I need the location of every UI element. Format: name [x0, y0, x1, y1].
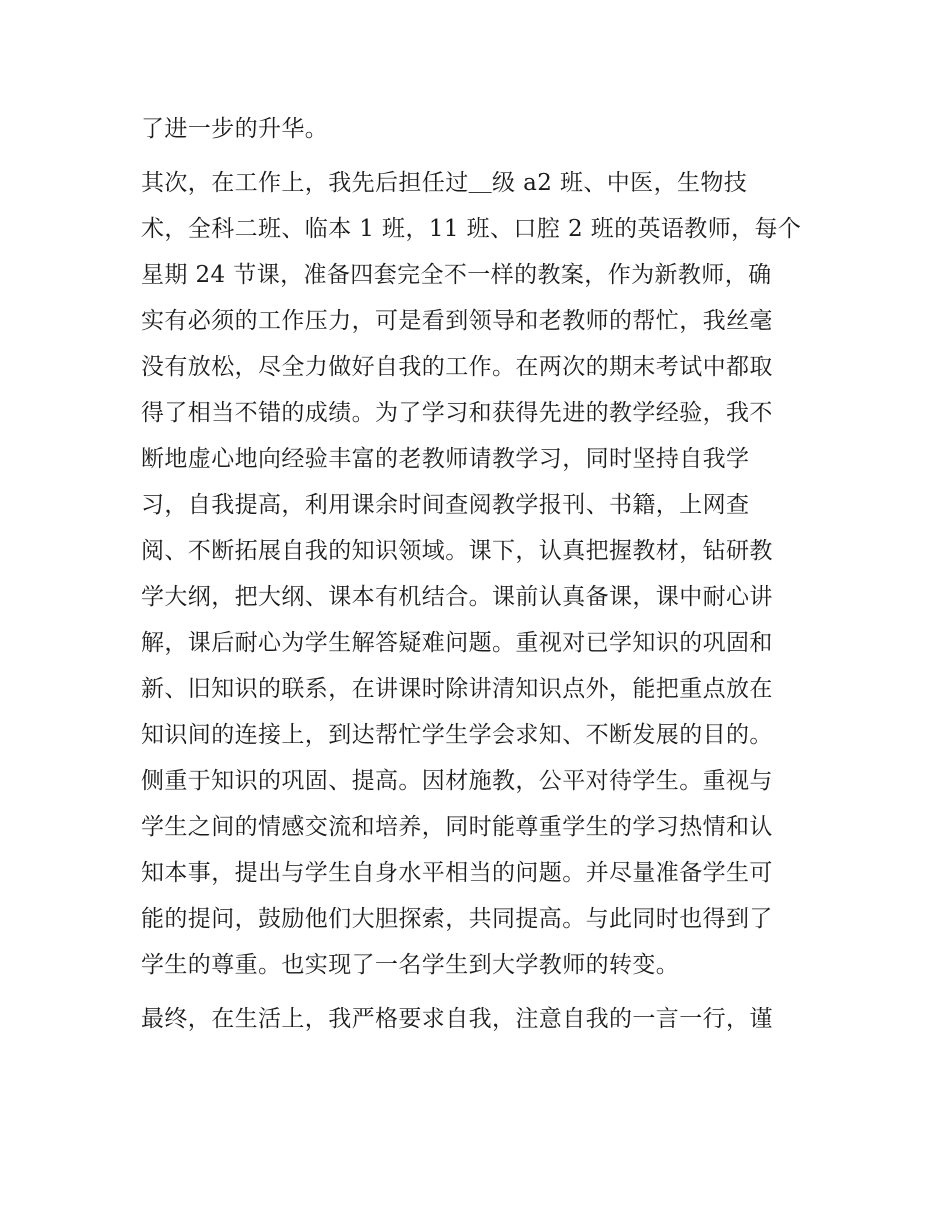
- body-text: [141, 106, 821, 1042]
- text-line: 星期 24 节课，准备四套完全不一样的教案，作为新教师，确: [141, 262, 772, 288]
- text-line: 能的提问，鼓励他们大胆探索，共同提高。与此同时也得到了: [141, 906, 773, 932]
- text-line: 学生之间的情感交流和培养，同时能尊重学生的学习热情和认: [141, 814, 773, 840]
- text-line: 没有放松，尽全力做好自我的工作。在两次的期末考试中都取: [141, 354, 773, 380]
- text-line: 阅、不断拓展自我的知识领域。课下，认真把握教材，钻研教: [141, 538, 773, 564]
- text-line: 实有必须的工作压力，可是看到领导和老教师的帮忙，我丝毫: [141, 308, 773, 334]
- text-line: 最终，在生活上，我严格要求自我，注意自我的一言一行，谨: [141, 1006, 773, 1032]
- text-line: 知识间的连接上，到达帮忙学生学会求知、不断发展的目的。: [141, 722, 773, 748]
- text-line: 侧重于知识的巩固、提高。因材施教，公平对待学生。重视与: [141, 768, 773, 794]
- text-line: 知本事，提出与学生自身水平相当的问题。并尽量准备学生可: [141, 860, 773, 886]
- text-line: 习，自我提高，利用课余时间查阅教学报刊、书籍，上网查: [141, 492, 750, 518]
- text-line: 学生的尊重。也实现了一名学生到大学教师的转变。: [141, 952, 680, 978]
- text-line: 得了相当不错的成绩。为了学习和获得先进的教学经验，我不: [141, 400, 773, 426]
- text-line: 解，课后耐心为学生解答疑难问题。重视对已学知识的巩固和: [141, 630, 773, 656]
- text-line: 断地虚心地向经验丰富的老教师请教学习，同时坚持自我学: [141, 446, 750, 472]
- text-line: 其次，在工作上，我先后担任过＿级 a2 班、中医，生物技: [141, 170, 748, 196]
- text-line: 了进一步的升华。: [141, 116, 329, 142]
- text-line: 新、旧知识的联系，在讲课时除讲清知识点外，能把重点放在: [141, 676, 773, 702]
- text-line: 术，全科二班、临本 1 班，11 班、口腔 2 班的英语教师，每个: [141, 216, 802, 242]
- text-line: 学大纲，把大纲、课本有机结合。课前认真备课，课中耐心讲: [141, 584, 773, 610]
